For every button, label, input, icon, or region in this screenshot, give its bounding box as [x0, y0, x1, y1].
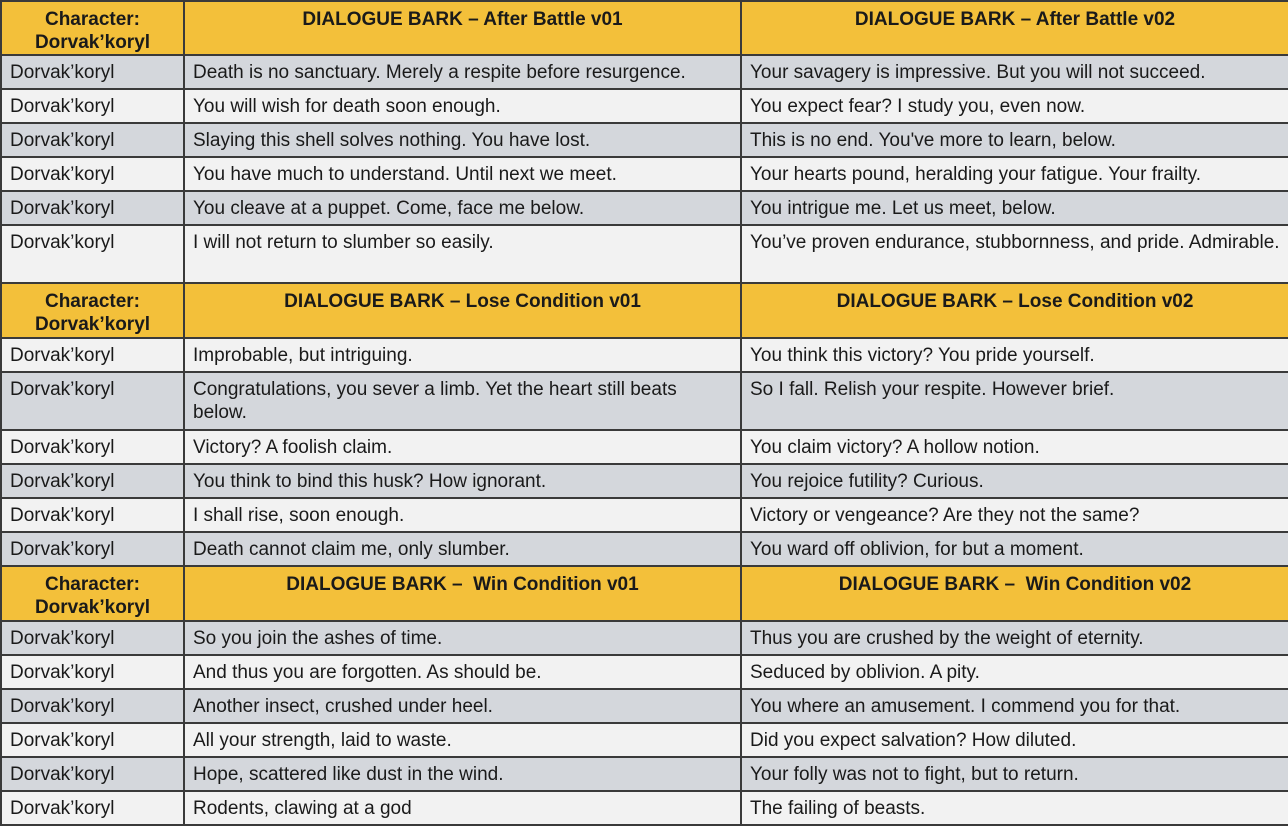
character-header-label: Character: Dorvak’koryl: [34, 574, 151, 618]
bark-v01-cell: Another insect, crushed under heel.: [184, 689, 741, 723]
bark-v02-cell: Thus you are crushed by the weight of eternity.: [741, 621, 1288, 655]
character-cell: Dorvak’koryl: [1, 55, 184, 89]
character-header-label: Character: Dorvak’koryl: [34, 9, 151, 53]
bark-v02-cell: Your savagery is impressive. But you will not succeed.: [741, 55, 1288, 89]
section-header-after-battle: [1, 1, 1288, 55]
character-header-cell: [1, 566, 184, 621]
bark-v02-cell: Victory or vengeance? Are they not the same?: [741, 498, 1288, 532]
character-cell: Dorvak’koryl: [1, 464, 184, 498]
character-header-cell: [1, 283, 184, 338]
bark-v01-cell: Hope, scattered like dust in the wind.: [184, 757, 741, 791]
bark-v01-cell: Death is no sanctuary. Merely a respite before resurgence.: [184, 55, 741, 89]
character-cell: Dorvak’koryl: [1, 338, 184, 372]
character-header-cell: [1, 1, 184, 55]
table-row: [1, 498, 1288, 532]
v01-header-label: DIALOGUE BARK – After Battle v01: [302, 9, 623, 30]
character-cell: Dorvak’koryl: [1, 621, 184, 655]
bark-v01-cell: Death cannot claim me, only slumber.: [184, 532, 741, 566]
section-header-win-condition: [1, 566, 1288, 621]
table-row: [1, 372, 1288, 430]
character-header-label: Character: Dorvak’koryl: [34, 291, 151, 335]
v02-header-label: DIALOGUE BARK – Lose Condition v02: [836, 291, 1194, 312]
bark-v02-cell: You ward off oblivion, for but a moment.: [741, 532, 1288, 566]
bark-v02-cell: You where an amusement. I commend you for that.: [741, 689, 1288, 723]
bark-v02-cell: You claim victory? A hollow notion.: [741, 430, 1288, 464]
bark-v02-cell: You think this victory? You pride yourself.: [741, 338, 1288, 372]
v01-header-cell: [184, 283, 741, 338]
v02-header-cell: [741, 566, 1288, 621]
v01-header-cell: [184, 1, 741, 55]
bark-v01-cell: You cleave at a puppet. Come, face me below.: [184, 191, 741, 225]
character-cell: Dorvak’koryl: [1, 791, 184, 825]
v01-header-label: DIALOGUE BARK – Win Condition v01: [286, 574, 639, 595]
character-cell: Dorvak’koryl: [1, 532, 184, 566]
character-cell: Dorvak’koryl: [1, 123, 184, 157]
bark-v02-cell: Your hearts pound, heralding your fatigue. Your frailty.: [741, 157, 1288, 191]
bark-v01-cell: And thus you are forgotten. As should be.: [184, 655, 741, 689]
table-row: [1, 123, 1288, 157]
v01-header-cell: [184, 566, 741, 621]
character-cell: Dorvak’koryl: [1, 655, 184, 689]
bark-v02-cell: You expect fear? I study you, even now.: [741, 89, 1288, 123]
bark-v01-cell: I shall rise, soon enough.: [184, 498, 741, 532]
table-row: [1, 157, 1288, 191]
table-row: [1, 532, 1288, 566]
bark-v01-cell: Congratulations, you sever a limb. Yet the heart still beats below.: [184, 372, 741, 430]
table-row: [1, 655, 1288, 689]
character-cell: Dorvak’koryl: [1, 372, 184, 430]
table-row: [1, 757, 1288, 791]
bark-v02-cell: This is no end. You've more to learn, below.: [741, 123, 1288, 157]
bark-v01-cell: Rodents, clawing at a god: [184, 791, 741, 825]
table-row: [1, 689, 1288, 723]
bark-v01-cell: Improbable, but intriguing.: [184, 338, 741, 372]
character-cell: Dorvak’koryl: [1, 498, 184, 532]
character-cell: Dorvak’koryl: [1, 89, 184, 123]
character-cell: Dorvak’koryl: [1, 689, 184, 723]
table-row: [1, 723, 1288, 757]
table-row: [1, 55, 1288, 89]
character-cell: Dorvak’koryl: [1, 723, 184, 757]
bark-v01-cell: All your strength, laid to waste.: [184, 723, 741, 757]
bark-v01-cell: You will wish for death soon enough.: [184, 89, 741, 123]
bark-v01-cell: Victory? A foolish claim.: [184, 430, 741, 464]
bark-v02-cell: Seduced by oblivion. A pity.: [741, 655, 1288, 689]
section-header-lose-condition: [1, 283, 1288, 338]
v02-header-cell: [741, 1, 1288, 55]
bark-v02-cell: You rejoice futility? Curious.: [741, 464, 1288, 498]
table-row: [1, 338, 1288, 372]
v02-header-label: DIALOGUE BARK – After Battle v02: [854, 9, 1176, 30]
bark-v02-cell: You’ve proven endurance, stubbornness, and pride. Admirable.: [741, 225, 1288, 283]
table-row: [1, 191, 1288, 225]
bark-v01-cell: You have much to understand. Until next we meet.: [184, 157, 741, 191]
bark-v01-cell: Slaying this shell solves nothing. You have lost.: [184, 123, 741, 157]
table-row: [1, 225, 1288, 283]
character-cell: Dorvak’koryl: [1, 157, 184, 191]
character-cell: Dorvak’koryl: [1, 191, 184, 225]
table-row: [1, 430, 1288, 464]
table-row: [1, 621, 1288, 655]
bark-v02-cell: Did you expect salvation? How diluted.: [741, 723, 1288, 757]
v01-header-label: DIALOGUE BARK – Lose Condition v01: [284, 291, 641, 312]
table-row: [1, 89, 1288, 123]
bark-v01-cell: You think to bind this husk? How ignorant.: [184, 464, 741, 498]
bark-v01-cell: So you join the ashes of time.: [184, 621, 741, 655]
bark-v02-cell: You intrigue me. Let us meet, below.: [741, 191, 1288, 225]
bark-v02-cell: The failing of beasts.: [741, 791, 1288, 825]
bark-v02-cell: Your folly was not to fight, but to return.: [741, 757, 1288, 791]
table-row: [1, 791, 1288, 825]
character-cell: Dorvak’koryl: [1, 225, 184, 283]
bark-v01-cell: I will not return to slumber so easily.: [184, 225, 741, 283]
v02-header-label: DIALOGUE BARK – Win Condition v02: [838, 574, 1192, 595]
bark-v02-cell: So I fall. Relish your respite. However brief.: [741, 372, 1288, 430]
character-cell: Dorvak’koryl: [1, 757, 184, 791]
table-row: [1, 464, 1288, 498]
character-cell: Dorvak’koryl: [1, 430, 184, 464]
v02-header-cell: [741, 283, 1288, 338]
